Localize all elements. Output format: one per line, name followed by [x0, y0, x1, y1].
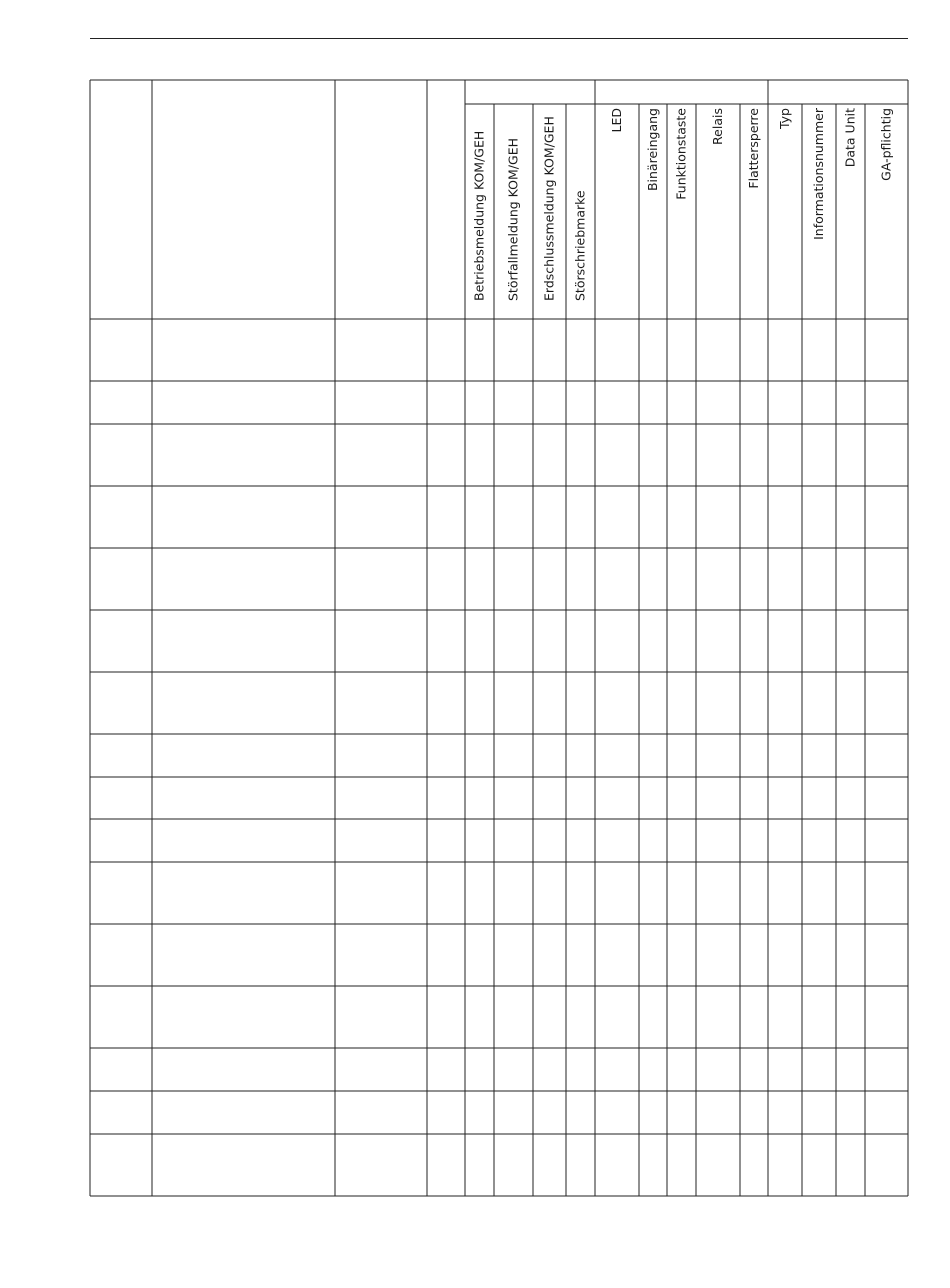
header-ga-pflichtig: GA-pflichtig: [878, 108, 894, 181]
header-funktionstaste: Funktionstaste: [673, 108, 689, 200]
header-stoerfallmeldung: Störfallmeldung KOM/GEH: [505, 138, 521, 301]
table-header-labels: [472, 107, 894, 301]
header-led: LED: [609, 108, 624, 133]
header-erdschlussmeldung: Erdschlussmeldung KOM/GEH: [541, 116, 557, 301]
header-stoerschriebmarke: Störschriebmarke: [572, 190, 588, 301]
table-grid: [90, 80, 908, 1196]
header-informationsnummer: Informationsnummer: [811, 108, 826, 240]
header-relais: Relais: [710, 108, 725, 145]
header-typ: Typ: [777, 108, 792, 130]
header-data-unit: Data Unit: [842, 108, 858, 168]
header-binaereingang: Binäreingang: [645, 108, 660, 192]
header-betriebsmeldung: Betriebsmeldung KOM/GEH: [471, 130, 487, 301]
header-flattersperre: Flattersperre: [746, 108, 761, 189]
